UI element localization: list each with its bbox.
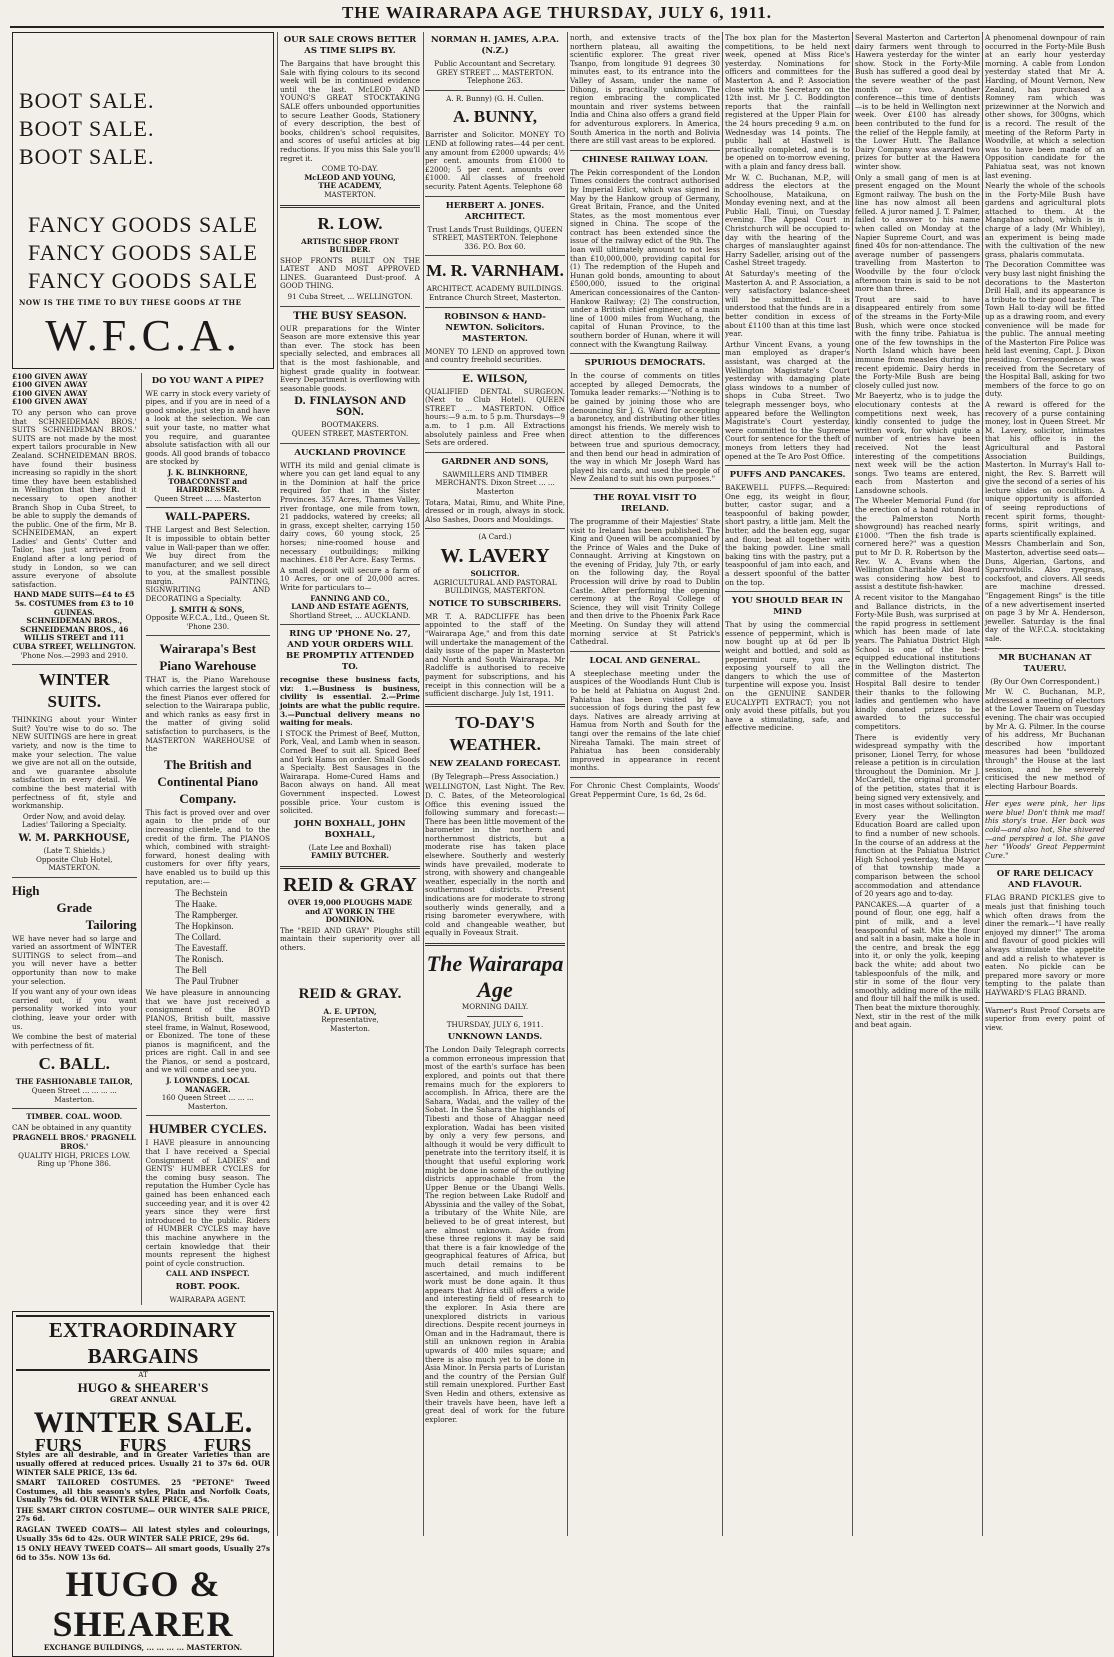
piano-text-2: We have pleasure in announcing that we have just received a consignment of the BOYD PIANOS, British built, massive steel frame, in Walnut, Rosewood, or Ebonized. The tone of these pianos is magnificent, and the prices are right. Call in and see the Pianos, or send a postcard, and we will come and see you.	[145, 988, 270, 1075]
chinese-loan-heading: CHINESE RAILWAY LOAN.	[582, 154, 708, 165]
lavery: W. LAVERY	[440, 545, 550, 567]
winter-suits-heading: WINTER SUITS.	[38, 670, 110, 712]
blinkhorne: J. K. BLINKHORNE, TOBACCONIST and HAIRDRESSER.	[167, 467, 248, 495]
bunny-text: Barrister and Solicitor. MONEY TO LEND at following rates—44 per cent. any amount from £2000 upwards; 4½ per cent. amounts from £1000 to £2000; 5 per cent. amounts over £1000. All classes of freehold security. Patent Agents. Telephone 68	[425, 130, 565, 191]
weather-text: WELLINGTON, Last Night. The Rev. D. C. Bates, of the Meteorological Office this evening issued the following summary and forecast:— There has been little movement of the barometer in the northern and northernmost districts, but a moderate rise has taken place elsewhere. Southerly and westerly winds have prevailed, moderate to strong, with showery and changeable weather, especially in the north and southernmost districts. Present indications are for moderate to strong southerly winds generally, and a rising barometer everywhere, with cold and changeable weather, but equally in Foveaux Strait.	[425, 782, 565, 938]
column-divider	[852, 32, 853, 1536]
piano-item: The Ronisch.	[175, 954, 224, 965]
unknown-lands-heading: UNKNOWN LANDS.	[447, 1032, 543, 1043]
humber-heading: HUMBER CYCLES.	[148, 1121, 267, 1137]
sale-crows-heading: OUR SALE CROWS BETTER AS TIME SLIPS BY.	[283, 35, 417, 56]
news-paragraph: The Wheeler Memorial Fund (for the erection of a band rotunda in the Palmerston North showground) has reached nearly £1000. "Then the fish trade is cornered here?" was a question put to Mr D. R. Robertson by the Rev. W. A. Evans when the Wellington Charitable Aid Board was considering how best to assist a destitute fish-hawker.	[855, 496, 980, 592]
furs-text: Styles are all desirable, and in Greater Varieties than are usually offered at reduced prices. Usually 21 to 37s 6d. OUR WINTER SALE PRICE, 13s 6d.	[16, 1450, 270, 1477]
reid-gray-name: REID & GRAY.	[298, 985, 402, 1002]
bear-in-mind-text: That by using the commercial essence of peppermint, which is now bought up at 6d per lb weight and bottled, and sold as peppermint cure, you are exposing yourself to all the dangers to which the use of turpentine will expose you. Insist on the GENUINE SANDER EUCALYPTI EXTRACT; you not only avoid these pitfalls, but you have a stimulating, safe, and effective medicine.	[725, 620, 850, 733]
representative: Representative,	[321, 1015, 379, 1025]
tailoring-heading: Tailoring	[85, 916, 137, 932]
totara-text: Totara, Matai, Rimu, and White Pine, dressed or in rough, always in stock. Also Sashes, Doors and Mouldings.	[425, 497, 565, 524]
telegraph: (By Telegraph—Press Association.)	[431, 771, 559, 781]
can-be-obtained: CAN be obtained in any quantity	[12, 1122, 132, 1132]
hand-made: HAND MADE SUITS—£4 to £5 5s. COSTUMES from £3 to 10 GUINEAS.	[13, 590, 135, 617]
sale-crows-text: The Bargains that have brought this Sale with flying colours to its second week will be in continued evidence until the last. McLEOD AND YOUNG'S GREAT STOCKTAKING SALE offers unbounded opportunities to secure Leather Goods, Stationery of every description, the best of books, children's school requisites, and scores of useful articles at big reductions. If you miss this Sale you'll regret it.	[280, 59, 420, 163]
fanning: FANNING AND CO.,	[310, 593, 390, 603]
news-paragraph: Trout are said to have disappeared entirely from some of the streams in the Forty-Mile Bush, which were once stocked with the finny tribe. Pahiatua is one of the few townships in the North Island which have been immune from measles during the recent epidemic. Dairy herds in the Forty-Mile Bush are being closely culled just now.	[855, 294, 980, 390]
winter-sale: WINTER SALE.	[33, 1405, 253, 1439]
pipe-heading: DO YOU WANT A PIPE?	[151, 375, 264, 386]
column-5	[725, 32, 850, 1538]
forecast-heading: NEW ZEALAND FORECAST.	[429, 758, 561, 769]
given-away-1: £100 GIVEN AWAY	[12, 371, 88, 381]
british-text: This fact is proved over and over again to the pride of our increasing clientele, and to the credit of the firm. The PIANOS which, combined with straight-forward, honest dealing with customers for over fifty years, have enabled us to build up this reputation, are:—	[145, 807, 270, 886]
phone-numbers: 'Phone Nos.—2993 and 2910.	[20, 650, 129, 660]
great-annual: GREAT ANNUAL	[109, 1395, 177, 1405]
schneideman-text: TO any person who can prove that SCHNEIDEMAN BROS.' SUITS SCHNEIDEMAN BROS.' SUITS are not made by the most expert tailors procurable in New Zealand. SCHNEIDEMAN BROS. have found their business increasing so rapidly in the short time they have been established in Wellington that they find it necessary to open another Branch Shop in Cuba Street, to be able to supply the demands of the public. One of the firm, Mr B. SCHNEIDEMAN, an expert Ladies' and Gents' Cutter and Tailor, has just arrived from England after a long period of study in London, so we can assure everyone of absolute satisfaction.	[12, 407, 137, 589]
fancy-sale-3: FANCY GOODS SALE	[28, 268, 258, 293]
ladies-tailoring: Ladies' Tailoring a Specialty.	[22, 820, 127, 830]
high-grade-text-3: We combine the best of material with perfectness of fit.	[12, 1032, 137, 1050]
schneideman-sig: SCHNEIDEMAN BROS., SCHNEIDEMAN BROS., 46 WILLIS STREET and 111 CUBA STREET, WELLINGTON.	[12, 616, 136, 651]
piano-warehouse-text: THAT is, the Piano Warehouse which carries the largest stock of the finest Pianos ever offered for selection to the Wairarapa public, and which ranks as easy first in the matter of giving solid satisfaction to purchasers, is the MASTERTON WAREHOUSE of the	[145, 675, 270, 754]
ring-up-heading: RING UP 'PHONE No. 27, AND YOUR ORDERS WILL BE PROMPTLY ATTENDED TO.	[285, 629, 414, 673]
bootmakers: BOOTMAKERS.	[321, 420, 379, 430]
pancakes-text: PANCAKES.—A quarter of a pound of flour, one egg, half a pint of milk, and a level teaspoonful of salt. Mix the flour and salt in a basin, make a hole in the centre, and break the egg into it, or only the yolk, keeping back the white; add about two tablespoonfuls of the milk, and stir in some of the flour very smoothly, adding more of the milk and flour till half the milk is used. Then beat the mixture thoroughly. Next, stir in the rest of the milk and beat again.	[855, 899, 980, 1030]
column-divider	[277, 32, 278, 1536]
cball-address: Queen Street ... ... ... ... Masterton.	[31, 1086, 117, 1104]
news-paragraph: Mr Baeyertz, who is to judge the elocutionary contests at the competitions next week, has kindly consented to judge the written work, for which quite a number of entries have been received. Not the least interesting of the competitions next week will be the action songs. Two teams are entered, each from Masterton and Lansdowne schools.	[855, 391, 980, 495]
piano-warehouse-heading: Wairarapa's Best Piano Warehouse	[159, 641, 257, 674]
buchanan-heading: MR BUCHANAN AT TAUERU.	[998, 652, 1092, 674]
warner-corsets: Warner's Rust Proof Corsets are superior from every point of view.	[985, 1005, 1105, 1032]
given-away-3: £100 GIVEN AWAY	[12, 388, 88, 398]
bunny-head: A. R. Bunny) (G. H. Cullen.	[446, 93, 544, 103]
unknown-lands-text: The London Daily Telegraph corrects a common erroneous impression that most of the earth's surface has been explored, and points out that there remains much for the explorers to accomplish. In Africa, there are the Sahara, Wadai, and the valley of the Sobat. In the Sahara the highlands of Tibesti and those of Ahaggar need exploration. Wadai has been visited by only a very few persons, and although it would be very difficult to penetrate into the territory itself, it is thought that useful exploring work might be done in some of the outlying districts approachable from the Upper Benue or the Ubangi Wells. The region between Lake Rudolf and Abyssinia and the valley of the Sobat, a tributary of the White Nile, are believed to be of great interest, but are almost unknown. Aside from these three regions it may be said that there is a fair knowledge of the geographical features of Africa, but much detail remains to be ascertained, and much indifferent work must be done again. It thus appears that Africa still offers a wide and interesting field of research to the explorer. In Asia there are unexplored districts in various directions. Despite recent journeys in Oman and in the Hadramaut, there is still an unknown region in Arabia upwards of 400 miles square; and there is also much yet to be done in Asia Minor. In Persia parts of Luristan and the country of the Persian Gulf still remain unexplored. Further East Sven Hedin and others, extensive as their travels have been, have left a great deal of work for the future explorer.	[425, 1045, 565, 1424]
by-correspondent: (By Our Own Correspondent.)	[990, 676, 1100, 686]
pragnell-bros: PRAGNELL BROS.' PRAGNELL BROS.'	[12, 1133, 136, 1151]
rlow-subtitle: ARTISTIC SHOP FRONT BUILDER.	[301, 236, 399, 255]
morning-daily: MORNING DAILY.	[461, 1002, 529, 1011]
news-paragraph: Mr W. C. Buchanan, M.P., will address the electors at the Schoolhouse, Mataikuna, on Monday evening next, and at the Public Hall, Tinui, on Tuesday evening. The Appeal Court in Christchurch will be occupied to-day with the hearing of the charges of manslaughter against Harry Sadeller, arising out of the Cashel Street tragedy.	[725, 172, 850, 268]
masthead: THE WAIRARAPA AGE THURSDAY, JULY 6, 1911.	[341, 3, 773, 22]
news-paragraph: Only a small gang of men is at present engaged on the Mount Egmont railway. The bush on the line has now almost all been felled. A juror named J. T. Palmer, failed to answer to his name when called on Monday at the Napier Supreme Court, and was fined 40s for non-attendance. The average number of passengers travelling from Masterton to Woodville by the four o'clock afternoon train is said to be not more than three.	[855, 172, 980, 294]
royal-visit-text: The programme of their Majesties' State visit to Ireland has been published. The King and Queen will be accompanied by the Prince of Wales and the Duke of Connaught. Arriving at Kingstown on the evening of Friday, July 7th, or early on the following day, the Royal Procession will drive by road to Dublin Castle. After performing the opening ceremony at the Royal College of Science, they will visit Trinity College and then drive to the Phoenix Park Race Meeting. On Sunday they will attend morning service at St Patrick's Cathedral.	[570, 516, 720, 647]
furs-label: FURS	[34, 1434, 82, 1455]
chinese-loan-text: The Pekin correspondent of the London Times considers the contract authorised by Imperial Edict, which was signed in May by the Hankow group of Germany, Great Britain, France, and the United States, as the most momentous ever signed in China. The scope of the contract has been extended since the issue of the railway edict of the 9th. The loan will ultimately amount to not less than £10,000,000, providing capital for (1) The redemption of the Hupeh and Hunan gold bonds, amounting to about £500,000, issued to the original American concessionaires of the Canton-Hankow Railway; (2) The construction, under a British chief engineer, of a main line of 1000 miles from Wuchang, the capital of Hunan Province, to the southern border of Hunan, where it will connect with the Kwangtung Railway.	[570, 167, 720, 349]
auckland-text: WITH its mild and genial climate is where you can get land equal to any in the Dominion at half the price required for that in the Sister Provinces. 357 Acres, Thames Valley, river frontage, one mile from town, 21 paddocks, watered by creeks; all in grass, except shelter, carrying 150 dairy cows, 60 young stock, 25 horses; nine-roomed house and necessary outbuildings; milking machines. £18 Per Acre. Easy Terms.	[280, 460, 420, 565]
news-paragraph: Nearly the whole of the schools in the Forty-Mile Bush have gardens and agricultural plots attached to them. At the Mangahao school, which is in charge of a lady (Mr Whibley), an experiment is being made with the cultivation of the new grass, phalaris commutata.	[985, 181, 1105, 259]
piano-item: The Collard.	[175, 932, 221, 943]
reid-masterton: Masterton.	[329, 1023, 371, 1033]
given-away-4: £100 GIVEN AWAY	[12, 397, 88, 407]
column-divider	[423, 32, 424, 1536]
shop-fronts-text: SHOP FRONTS BUILT ON THE LATEST AND MOST APPROVED LINES. Guaranteed Dust-proof. A GOOD THING.	[280, 255, 420, 291]
fancy-sale-1: FANCY GOODS SALE	[28, 212, 258, 237]
blinkhorne-address: Queen Street ... ... Masterton	[154, 493, 262, 503]
cuba-street: 91 Cuba Street, ... WELLINGTON.	[287, 292, 413, 302]
piano-item: The Bechstein	[175, 888, 228, 899]
mcleod-young: McLEOD AND YOUNG,	[304, 172, 396, 182]
smith-sons: J. SMITH & SONS,	[171, 604, 245, 614]
norman-james: NORMAN H. JAMES, A.P.A. (N.Z.)	[430, 35, 560, 56]
given-away-2: £100 GIVEN AWAY	[12, 380, 88, 390]
column-divider	[982, 32, 983, 1536]
british-continental: The British and Continental Piano Company.	[157, 756, 259, 806]
agri-buildings: AGRICULTURAL AND PASTORAL BUILDINGS, MASTERTON.	[433, 577, 557, 596]
issue-date: THURSDAY, JULY 6, 1911.	[446, 1019, 544, 1029]
chronic-chest: For Chronic Chest Complaints, Woods' Great Peppermint Cure, 1s 6d, 2s 6d.	[570, 780, 720, 799]
reid-gray-text: The "REID AND GRAY" Ploughs still maintain their superiority over all others.	[280, 925, 420, 952]
cirton-text: THE SMART CIRTON COSTUME— OUR WINTER SALE PRICE, 27s 6d.	[16, 1505, 270, 1524]
news-paragraph: A reward is offered for the recovery of a purse containing money, lost in Queen Street. Mr M. Lavery, solicitor, intimates that his office is in the Agricultural and Pastoral Association Buildings, Masterton. In Murray's Hall to-night, the Rev. S. Barrett will give the second of a series of his lecture slides on occultism. A unique opportunity is afforded of seeing reproductions of recent spirit forms, thought-forms, spirit writings, and aparts scientifically explained.	[985, 399, 1105, 538]
royal-visit-heading: THE ROYAL VISIT TO IRELAND.	[593, 492, 697, 514]
bear-in-mind: YOU SHOULD BEAR IN MIND	[731, 596, 844, 618]
column-1-split	[12, 373, 274, 1305]
unknown-lands-continued: north, and extensive tracts of the northern plateau, all awaiting the scientific explorer. The great river Tsanpo, from longitude 91 degrees 30 minutes east, to its entrance into the Valley of Assam, under the name of Dihong, is practically unknown. The region embracing the complicated mountain and river systems between India and China also offers a grand field for adventurous explorers. In America, South America in the north and Bolivia there are still vast areas to be explored.	[570, 33, 720, 146]
news-paragraph: Several Masterton and Carterton dairy farmers went through to Hawera yesterday for the winter show. Stock in the Forty-Mile Bush has suffered a good deal by the severe weather of the past month or two. Another conference—this time of dentists—is to be held in Wellington next week. Over £100 has already been contributed to the fund for the relief of the Hepple family, at the Lower Hutt. The Ballance Dairy Company was awarded two prizes for butter at the Hawera winter show.	[855, 33, 980, 171]
news-paragraph: At Saturday's meeting of the Masterton A. and P. Association, a very satisfactory balance-sheet will be submitted. It is understood that the funds are in a better condition in excess of about £1100 than at this time last year.	[725, 269, 850, 339]
lowndes-address: 160 Queen Street ... ... ... Masterton.	[161, 1093, 254, 1111]
rare-delicacy-text: FLAG BRAND PICKLES give to meals just that finishing touch which often draws from the diner the remark—"I have really enjoyed my dinner!" The aroma and flavour of good pickles will always stimulate the appetite and add a relish to whatever is eaten. No pickle can be prepared more savory or more tempting to the palate than HAYWARD'S FLAG BRAND.	[985, 893, 1105, 997]
column-2	[280, 32, 420, 1538]
piano-item: The Bell	[175, 965, 207, 976]
boxhall: JOHN BOXHALL, JOHN BOXHALL,	[294, 818, 406, 840]
high-heading: High	[12, 882, 40, 898]
pipe-text: WE carry in stock every variety of pipes, and if you are in need of a good smoke, just step in and have a look at the selection. We can suit your taste, no matter what you require, and guarantee absolute satisfaction with all our goods. All good brands of tobacco are stocked by	[145, 388, 270, 467]
pook: ROBT. POOK.	[175, 1281, 240, 1292]
puffs-text: BAKEWELL PUFFS.—Required: One egg, its weight in flour, butter, castor sugar, and a teaspoonful of baking powder, short pastry, a little jam. Melt the butter, add the beaten egg, sugar and flour, beat all together with the baking powder. Line small baking tins with the pastry, put a teaspoonful of jam into each, and a dessert spoonful of the batter on the top.	[725, 483, 850, 587]
news-paragraph: A recent visitor to the Mangahao and Ballance districts, in the Forty-Mile Bush, was surprised at the rapid progress in settlement which has been made of late years. The Pahiatua District High School is one of the best-equipped educational institutions in the Wellington district. The committee of the Masterton Hospital Ball desire to tender their thanks to the following ladies and gentlemen who have kindly donated prizes to be awarded to the successful competitors.	[855, 593, 980, 731]
news-paragraph: Every year the Wellington Education Board are called upon to find a number of new schools. In the course of an address at the function at the Pahiatua District High School yesterday, the Mayor of that township made a comparison between the school accommodation and attendance of 20 years ago and to-day.	[855, 811, 980, 899]
column-7	[985, 32, 1105, 1538]
finlayson-address: QUEEN STREET, MASTERTON.	[291, 429, 409, 438]
lowndes: J. LOWNDES. LOCAL MANAGER.	[166, 1076, 250, 1094]
furs-label: FURS	[119, 1434, 167, 1455]
butcher-text: I STOCK the Primest of Beef, Mutton, Pork, Veal, and Lamb when in season. Corned Beef to suit all. Spiced Beef and York Hams on order. Small Goods a Specialty. Best Sausages in the Wairarapa. Home-Cured Hams and Bacon always on hand. All meat Government inspected. Lowest possible price. Your custom is solicited.	[280, 728, 420, 816]
spurious-heading: SPURIOUS DEMOCRATS.	[584, 358, 706, 369]
hugo-shearer-advertisement	[12, 1311, 274, 1657]
busy-season-text: OUR preparations for the Winter Season are more extensive this year than ever. The stock has been specially selected, and embraces all that is the most fashionable, and highest grade quality in footwear. Every Department is overflowing with seasonable goods.	[280, 323, 420, 393]
masthead-rule	[10, 26, 1104, 28]
piano-item: The Hopkinson.	[175, 921, 234, 932]
sawmillers: SAWMILLERS AND TIMBER MERCHANTS. Dixon Street ... ... Masterton	[435, 469, 555, 497]
boot-sale-2: BOOT SALE.	[19, 116, 155, 141]
piano-item: The Paul Trubner	[175, 976, 239, 987]
piano-list	[146, 888, 271, 987]
rare-delicacy-heading: OF RARE DELICACY AND FLAVOUR.	[996, 869, 1094, 891]
ring-phone: Ring up 'Phone 386.	[37, 1159, 112, 1169]
buchanan-text: Mr W. C. Buchanan, M.P., addressed a meeting of electors at the Lower Tauern on Tuesday evening. The chair was occupied by Mr A. G. Pilmer. In the course of his address, Mr Buchanan described how important measures had been "bulldozed through" the House at the last session, and he severely criticised the new method of electing Harbour Boards.	[985, 687, 1105, 791]
column-divider	[722, 32, 723, 1536]
news-paragraph: The box plan for the Masterton competitions, to be held next week, opened at Miss Rice's yesterday. Nominations for officers and committees for the Masterton A. and P. Association close with the Secretary on the 12th inst. Mr J. C. Boddington reports that the rainfall registered at the Upper Plain for the 24 hours preceding 9 a.m. on Wednesday was 14 points. The public hall at Hastwell is practically completed, and is to be opened on to-morrow evening, with a plain and fancy dress ball.	[725, 33, 850, 171]
raglan-text: RAGLAN TWEED COATS— All latest styles and colourings, Usually 35s 6d to 42s. OUR WINTER SALE PRICE, 29s 6d.	[16, 1525, 270, 1543]
solicitor: SOLICITOR.	[470, 569, 520, 578]
masterton-label: MASTERTON.	[324, 189, 376, 199]
grade-heading: Grade	[56, 899, 92, 915]
rlow-name: R. LOW.	[317, 213, 383, 233]
bunny-name: A. BUNNY,	[453, 107, 537, 127]
news-paragraph: The Decoration Committee was very busy last night finishing the decorations to the Masterton Drill Hall, and its appearance is a tribute to their good taste. The Town Hall to-day will be fitted up as a drawing room, and every convenience will be made for the public. The annual meeting of the Masterton Fire Police was held last evening, Capt. J. Dixon presiding. Correspondence was received from the Secretary of the Hospital Ball, asking for two members of the force to go on duty.	[985, 260, 1105, 399]
reid-gray-heading: REID & GRAY	[283, 873, 417, 896]
boxhall-late: (Late Lee and Boxhall)	[308, 842, 392, 852]
high-grade-text: WE have never had so large and varied an assortment of WINTER SUITINGS to select from—and you will never have a better opportunity than now to make your selection.	[12, 933, 137, 986]
money-to-lend: MONEY TO LEND on approved town and country freehold securities.	[425, 346, 565, 365]
order-now: Order Now, and avoid delay.	[22, 811, 126, 821]
cball-name: C. BALL.	[38, 1054, 110, 1074]
pook-agent: WAIRARAPA AGENT.	[169, 1294, 246, 1304]
hugo-shearer-logo: HUGO & SHEARER	[52, 1564, 234, 1645]
puffs-heading: PUFFS AND PANCAKES.	[729, 470, 846, 481]
jones: HERBERT A. JONES. ARCHITECT.	[445, 200, 545, 222]
wfca-logo: W.F.C.A.	[45, 310, 241, 360]
notice-text: MR T. A. RADCLIFFE has been appointed to the staff of the "Wairarapa Age," and from this date will undertake the management of the daily issue of the paper in Masterton and North and South Wairarapa. Mr Radcliffe is authorised to receive payment for subscriptions, and his receipt in this connection will be a sufficient discharge. July 1st, 1911.	[425, 611, 565, 699]
column-4	[570, 32, 720, 1538]
piano-item: The Rampberger.	[175, 910, 238, 921]
family-butcher: FAMILY BUTCHER.	[311, 851, 389, 861]
reid-gray-sub: OVER 19,000 PLOUGHS MADE and AT WORK IN THE DOMINION.	[287, 897, 413, 925]
poem: Her eyes were pink, her lips were blue! Don't think me mad! this story's true. Her back was cold—and also hot, She shivered—and perspired a lot. She gave her "Woods' Great Peppermint Cure."	[985, 799, 1105, 860]
age-title: The Wairarapa Age	[426, 951, 564, 1002]
heavy-coats-text: 15 ONLY HEAVY TWEED COATS— All smart goods, Usually 27s 6d to 35s. NOW 13s 6d.	[16, 1544, 270, 1562]
piano-item: The Haake.	[175, 899, 217, 910]
wfca-advertisement	[12, 32, 274, 369]
fancy-sale-2: FANCY GOODS SALE	[28, 240, 258, 265]
norman-sub: Public Accountant and Secretary. GREY STREET ... MASTERTON. Telephone 263.	[434, 59, 556, 86]
notice-heading: NOTICE TO SUBSCRIBERS.	[428, 598, 562, 609]
upton: A. E. UPTON,	[323, 1006, 377, 1016]
column-divider	[567, 32, 568, 1536]
cball-subtitle: THE FASHIONABLE TAILOR,	[15, 1077, 133, 1087]
costumes-text: SMART TAILORED COSTUMES. 25 "PETONE" Tweed Costumes, all this season's styles, Plain and Norfolk Coats, Usually 79s 6d. OUR WINTER SALE PRICE, 45s.	[16, 1478, 270, 1505]
auckland-text-2: A small deposit will secure a farm of 10 Acres, or one of 20,000 acres. Write for particulars to—	[280, 565, 420, 592]
extraordinary-bargains: EXTRAORDINARY BARGAINS	[16, 1315, 270, 1371]
parkhouse: W. M. PARKHOUSE,	[18, 832, 130, 844]
humber-text: I HAVE pleasure in announcing that I have received a Special Consignment of LADIES' and GENTS' HUMBER CYCLES for the coming busy season. The reputation the Humber Cycle has gained has been enhanced each succeeding year, and it is over 42 years since they were first introduced to the public. Riders of HUMBER CYCLES may have this machine anywhere in the certain knowledge that their mounts represent the highest point of cycle construction.	[145, 1138, 270, 1268]
boot-sale-1: BOOT SALE.	[19, 88, 155, 113]
finlayson: D. FINLAYSON AND SON.	[294, 396, 406, 419]
column-1	[12, 32, 274, 1653]
call-inspect: CALL AND INSPECT.	[166, 1269, 250, 1279]
column-1b	[141, 373, 275, 1305]
timber-heading: TIMBER. COAL. WOOD.	[26, 1112, 123, 1122]
parkhouse-late: (Late T. Shields.)	[43, 845, 105, 855]
robinson: ROBINSON & HAND-NEWTON. Solicitors. MASTERTON.	[444, 311, 546, 344]
land-agents: LAND AND ESTATE AGENTS,	[291, 602, 409, 612]
column-3	[425, 32, 565, 1538]
hugo-shearers: HUGO & SHEARER'S	[77, 1380, 209, 1396]
varnham: M. R. VARNHAM.	[426, 261, 564, 281]
gardner: GARDNER AND SONS,	[441, 456, 549, 467]
the-academy: THE ACADEMY,	[318, 181, 382, 191]
news-paragraph: A phenomenal downpour of rain occurred in the Forty-Mile Bush at an early hour yesterday morning. A cable from London yesterday stated that Mr A. Harding, of Mount Vernon, New Zealand, has purchased a Romney ram which was prizewinner at the Norwich and other shows, for 300gns, which is a record. The result of the meeting of the Reform Party in Woodville, at which a selection was to have been made of an Opposition candidate for the Pahiatua seat, was not known last evening.	[985, 33, 1105, 180]
news-paragraph: Messrs Chamberlain and Son, Masterton, advertise seed oats—Duns, Algerian, Gartons, and Sparrowbills. Also ryegrass, cocksfoot, and clovers. All seeds are machine dressed. "Engagement Rings" is the title of a new advertisement inserted on page 3 by Mr A. Henderson, jeweller. Saturday is the final day of the W.F.C.A. stocktaking sale.	[985, 539, 1105, 643]
wilson-text: QUALIFIED DENTAL SURGEON. (Next to Club Hotel). QUEEN STREET ... MASTERTON. Office hours:—9 a.m. to 5 p.m. Thursdays—9 a.m. to 1 p.m. All Extractions absolutely painless and Free when Sets are ordered.	[425, 386, 565, 448]
column-6	[855, 32, 980, 1538]
news-paragraph: Arthur Vincent Evans, a young man employed as draper's assistant, was charged at the Wellington Magistrate's Court yesterday with damaging plate glass windows to a number of shops in Cuba Street. Two telegraph messenger boys, who appeared before the Wellington Magistrate's Court yesterday, were committed to the Supreme Court for sentence for the theft of moneys from letters they had opened at the Te Aro Post Office.	[725, 339, 850, 461]
news-paragraph: There is evidently very widespread sympathy with the prisoner, Lionel Terry, for whose release a petition is in circulation throughout the Dominion. Mr J. McCardell, the original promoter of the petition, states that it is being signed very extensively, and in most cases without solicitation.	[855, 732, 980, 811]
boot-sale-3: BOOT SALE.	[19, 144, 155, 169]
furs-row	[16, 1434, 270, 1455]
local-general-text: A steeplechase meeting under the auspices of the Woodlands Hunt Club is to be held at Pahiatua on August 2nd. Pahiatua has been visited by a succession of fogs during the past few days. Natives are already arriving at Hamua from North and South for the tangi over the remains of the late chief Nireaha Tamaki. The main street of Pahiatua has been considerably improved in appearance in recent months.	[570, 668, 720, 773]
smith-address: Opposite W.F.C.A., Ltd., Queen St. 'Phone 230.	[145, 613, 270, 631]
shortland: Shortland Street, ... AUCKLAND.	[289, 610, 411, 620]
wallpapers-text: THE Largest and Best Selection. It is impossible to obtain better value in Wall-paper than we offer. We buy direct from the manufacturer, and we sell direct to you, at the smallest possible margin. PAINTING, SIGNWRITING AND DECORATING a Specialty.	[145, 525, 270, 604]
wilson: E. WILSON,	[462, 373, 528, 385]
at-label: AT	[138, 1369, 148, 1379]
spurious-text: In the course of comments on titles accepted by alleged Democrats, the Tomuka leader remarks:—"Nothing is to be gained by joining those who are denouncing Sir J. G. Ward for accepting a baronetcy, and distributing other titles amongst his friends. We merely wish to direct attention to the differences between true and spurious democracy, and then bend our head in admiration of the way in which Mr Joseph Ward has played his cards, and used the people of New Zealand to suit his own purposes."	[570, 371, 720, 484]
high-grade-text-2: If you want any of your own ideas carried out, if you want personality worked into your clothing, leave your order with us.	[12, 987, 137, 1031]
wallpapers-heading: WALL-PAPERS.	[165, 512, 251, 524]
weather-heading: TO-DAY'S WEATHER.	[449, 712, 541, 754]
local-general-heading: LOCAL AND GENERAL.	[589, 655, 701, 666]
auckland-heading: AUCKLAND PROVINCE	[294, 447, 406, 458]
winter-suits-text: THINKING about your Winter Suit? You're wise to do so. The NEW SUITINGS are here in great variety, and now is the time to make your selection. The value we give are not all on the outside, and we guarantee absolute satisfaction in every detail. We combine the best material with perfectness of fit, style and workmanship.	[12, 715, 137, 811]
jones-text: Trust Lands Trust Buildings, QUEEN STREET, MASTERTON. Telephone 336. P.O. Box 60.	[427, 224, 563, 251]
varnham-text: ARCHITECT. ACADEMY BUILDINGS. Entrance Church Street, Masterton.	[426, 284, 564, 302]
piano-item: The Eavestaff.	[175, 943, 228, 954]
come-today: COME TO-DAY.	[321, 164, 379, 174]
parkhouse-address: Opposite Club Hotel, MASTERTON.	[36, 854, 113, 873]
column-1a	[12, 373, 141, 1305]
business-facts: recognise these business facts, viz: 1.—Business is business, civility is essential. 2.—Prime joints are what the public require. 3.—Punctual delivery means no waiting for meals.	[280, 675, 420, 728]
furs-label: FURS	[204, 1434, 252, 1455]
exchange-buildings: EXCHANGE BUILDINGS, ... ... ... ... MASTERTON.	[43, 1643, 243, 1653]
now-line: NOW IS THE TIME TO BUY THESE GOODS AT THE	[19, 298, 242, 307]
a-card: (A Card.)	[478, 532, 512, 542]
quality-line: QUALITY HIGH, PRICES LOW.	[18, 1150, 131, 1160]
busy-season: THE BUSY SEASON.	[293, 310, 407, 322]
